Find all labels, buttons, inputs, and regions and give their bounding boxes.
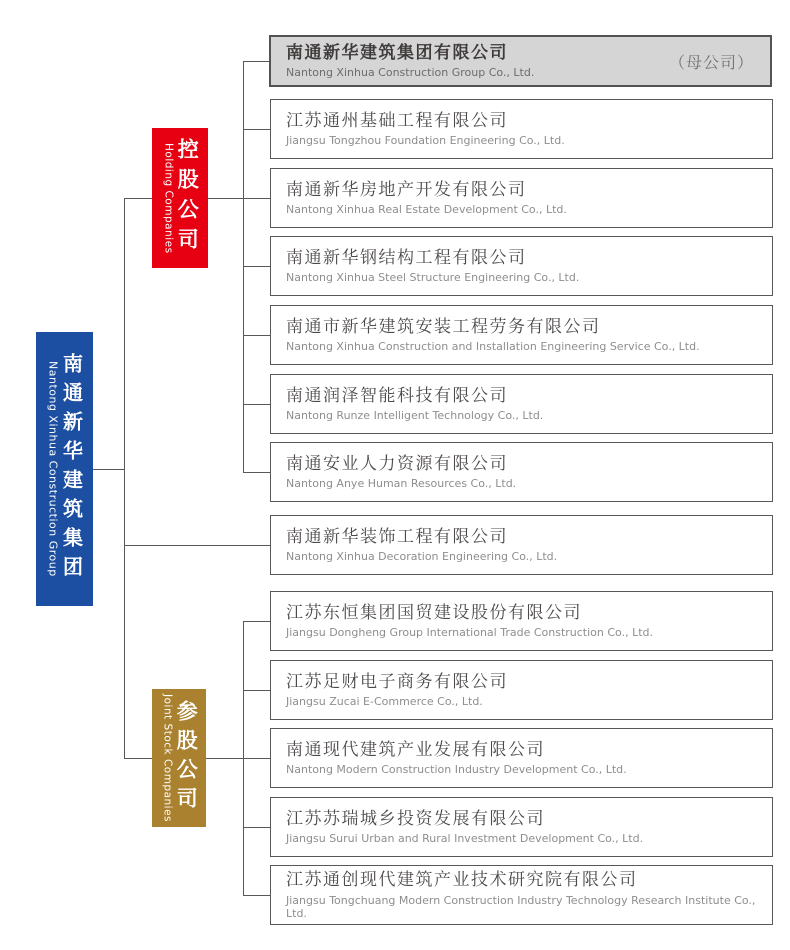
holding-companies-label-en: Holding Companies <box>162 142 175 254</box>
company-name-zh: 南通安业人力资源有限公司 <box>286 453 508 474</box>
connector-line <box>124 198 125 759</box>
company-name-zh: 南通新华装饰工程有限公司 <box>286 526 508 547</box>
connector-line <box>243 129 270 130</box>
company-name-zh: 南通市新华建筑安装工程劳务有限公司 <box>286 316 601 337</box>
company-name-zh: 江苏通州基础工程有限公司 <box>286 110 508 131</box>
connector-line <box>243 61 270 62</box>
company-box-2 <box>270 168 773 228</box>
company-name-en: Nantong Xinhua Construction Group Co., Ltd. <box>286 66 535 80</box>
company-name-en: Nantong Modern Construction Industry Development Co., Ltd. <box>286 763 627 777</box>
connector-line <box>206 758 270 759</box>
connector-line <box>243 472 270 473</box>
connector-line <box>208 198 270 199</box>
holding-companies-label-zh: 控股公司 <box>175 138 200 258</box>
connector-line <box>243 690 270 691</box>
company-box-4 <box>270 305 773 365</box>
company-name-en: Jiangsu Tongchuang Modern Construction Industry Technology Research Institute Co., Ltd. <box>286 893 756 920</box>
company-name-zh: 南通新华房地产开发有限公司 <box>286 179 527 200</box>
connector-line <box>243 621 270 622</box>
joint-stock-companies-label-box <box>152 689 206 827</box>
company-box-7 <box>270 515 773 575</box>
connector-line <box>93 469 124 470</box>
joint-stock-companies-label-zh: 参股公司 <box>174 700 199 816</box>
company-box-3 <box>270 236 773 296</box>
connector-line <box>243 266 270 267</box>
company-box-11 <box>270 797 773 857</box>
company-name-en: Jiangsu Zucai E-Commerce Co., Ltd. <box>286 695 483 709</box>
company-name-zh: 南通新华建筑集团有限公司 <box>286 42 508 63</box>
connector-line <box>243 621 244 896</box>
company-box-6 <box>270 442 773 502</box>
connector-line <box>243 895 270 896</box>
connector-line <box>243 404 270 405</box>
company-name-zh: 南通现代建筑产业发展有限公司 <box>286 739 545 760</box>
company-name-zh: 南通新华钢结构工程有限公司 <box>286 247 527 268</box>
connector-line <box>124 545 270 546</box>
connector-line <box>124 198 152 199</box>
company-name-zh: 江苏通创现代建筑产业技术研究院有限公司 <box>286 870 638 891</box>
company-name-en: Jiangsu Tongzhou Foundation Engineering Co., Ltd. <box>286 134 565 148</box>
company-box-10 <box>270 728 773 788</box>
company-name-zh: 江苏足财电子商务有限公司 <box>286 671 508 692</box>
company-name-en: Jiangsu Surui Urban and Rural Investment Development Co., Ltd. <box>286 832 644 846</box>
company-box-1 <box>270 99 773 159</box>
connector-line <box>243 61 244 473</box>
connector-line <box>243 335 270 336</box>
company-box-8 <box>270 591 773 651</box>
company-box-9 <box>270 660 773 720</box>
company-name-zh: 南通润泽智能科技有限公司 <box>286 385 508 406</box>
company-name-zh: 江苏东恒集团国贸建设股份有限公司 <box>286 602 582 623</box>
company-name-en: Nantong Xinhua Construction and Installation Engineering Service Co., Ltd. <box>286 340 700 354</box>
root-group-name-en: Nantong Xinhua Construction Group <box>46 361 60 577</box>
company-name-en: Nantong Anye Human Resources Co., Ltd. <box>286 477 517 491</box>
company-name-en: Nantong Runze Intelligent Technology Co., Ltd. <box>286 409 544 423</box>
holding-companies-label-box <box>152 128 208 268</box>
company-box-12 <box>270 865 773 925</box>
connector-line <box>124 758 152 759</box>
company-name-en: Nantong Xinhua Real Estate Development Co., Ltd. <box>286 203 567 217</box>
company-box-5 <box>270 374 773 434</box>
company-box-parent <box>269 35 772 87</box>
company-name-en: Nantong Xinhua Steel Structure Engineering Co., Ltd. <box>286 271 580 285</box>
connector-line <box>243 827 270 828</box>
joint-stock-companies-label-en: Joint Stock Companies <box>161 693 174 823</box>
company-name-zh: 江苏苏瑞城乡投资发展有限公司 <box>286 808 545 829</box>
root-group-box <box>36 332 93 606</box>
root-group-name-zh: 南通新华建筑集团 <box>59 353 84 585</box>
company-name-en: Nantong Xinhua Decoration Engineering Co., Ltd. <box>286 550 558 564</box>
parent-company-tag: （母公司） <box>668 52 754 72</box>
company-name-en: Jiangsu Dongheng Group International Trade Construction Co., Ltd. <box>286 626 654 640</box>
